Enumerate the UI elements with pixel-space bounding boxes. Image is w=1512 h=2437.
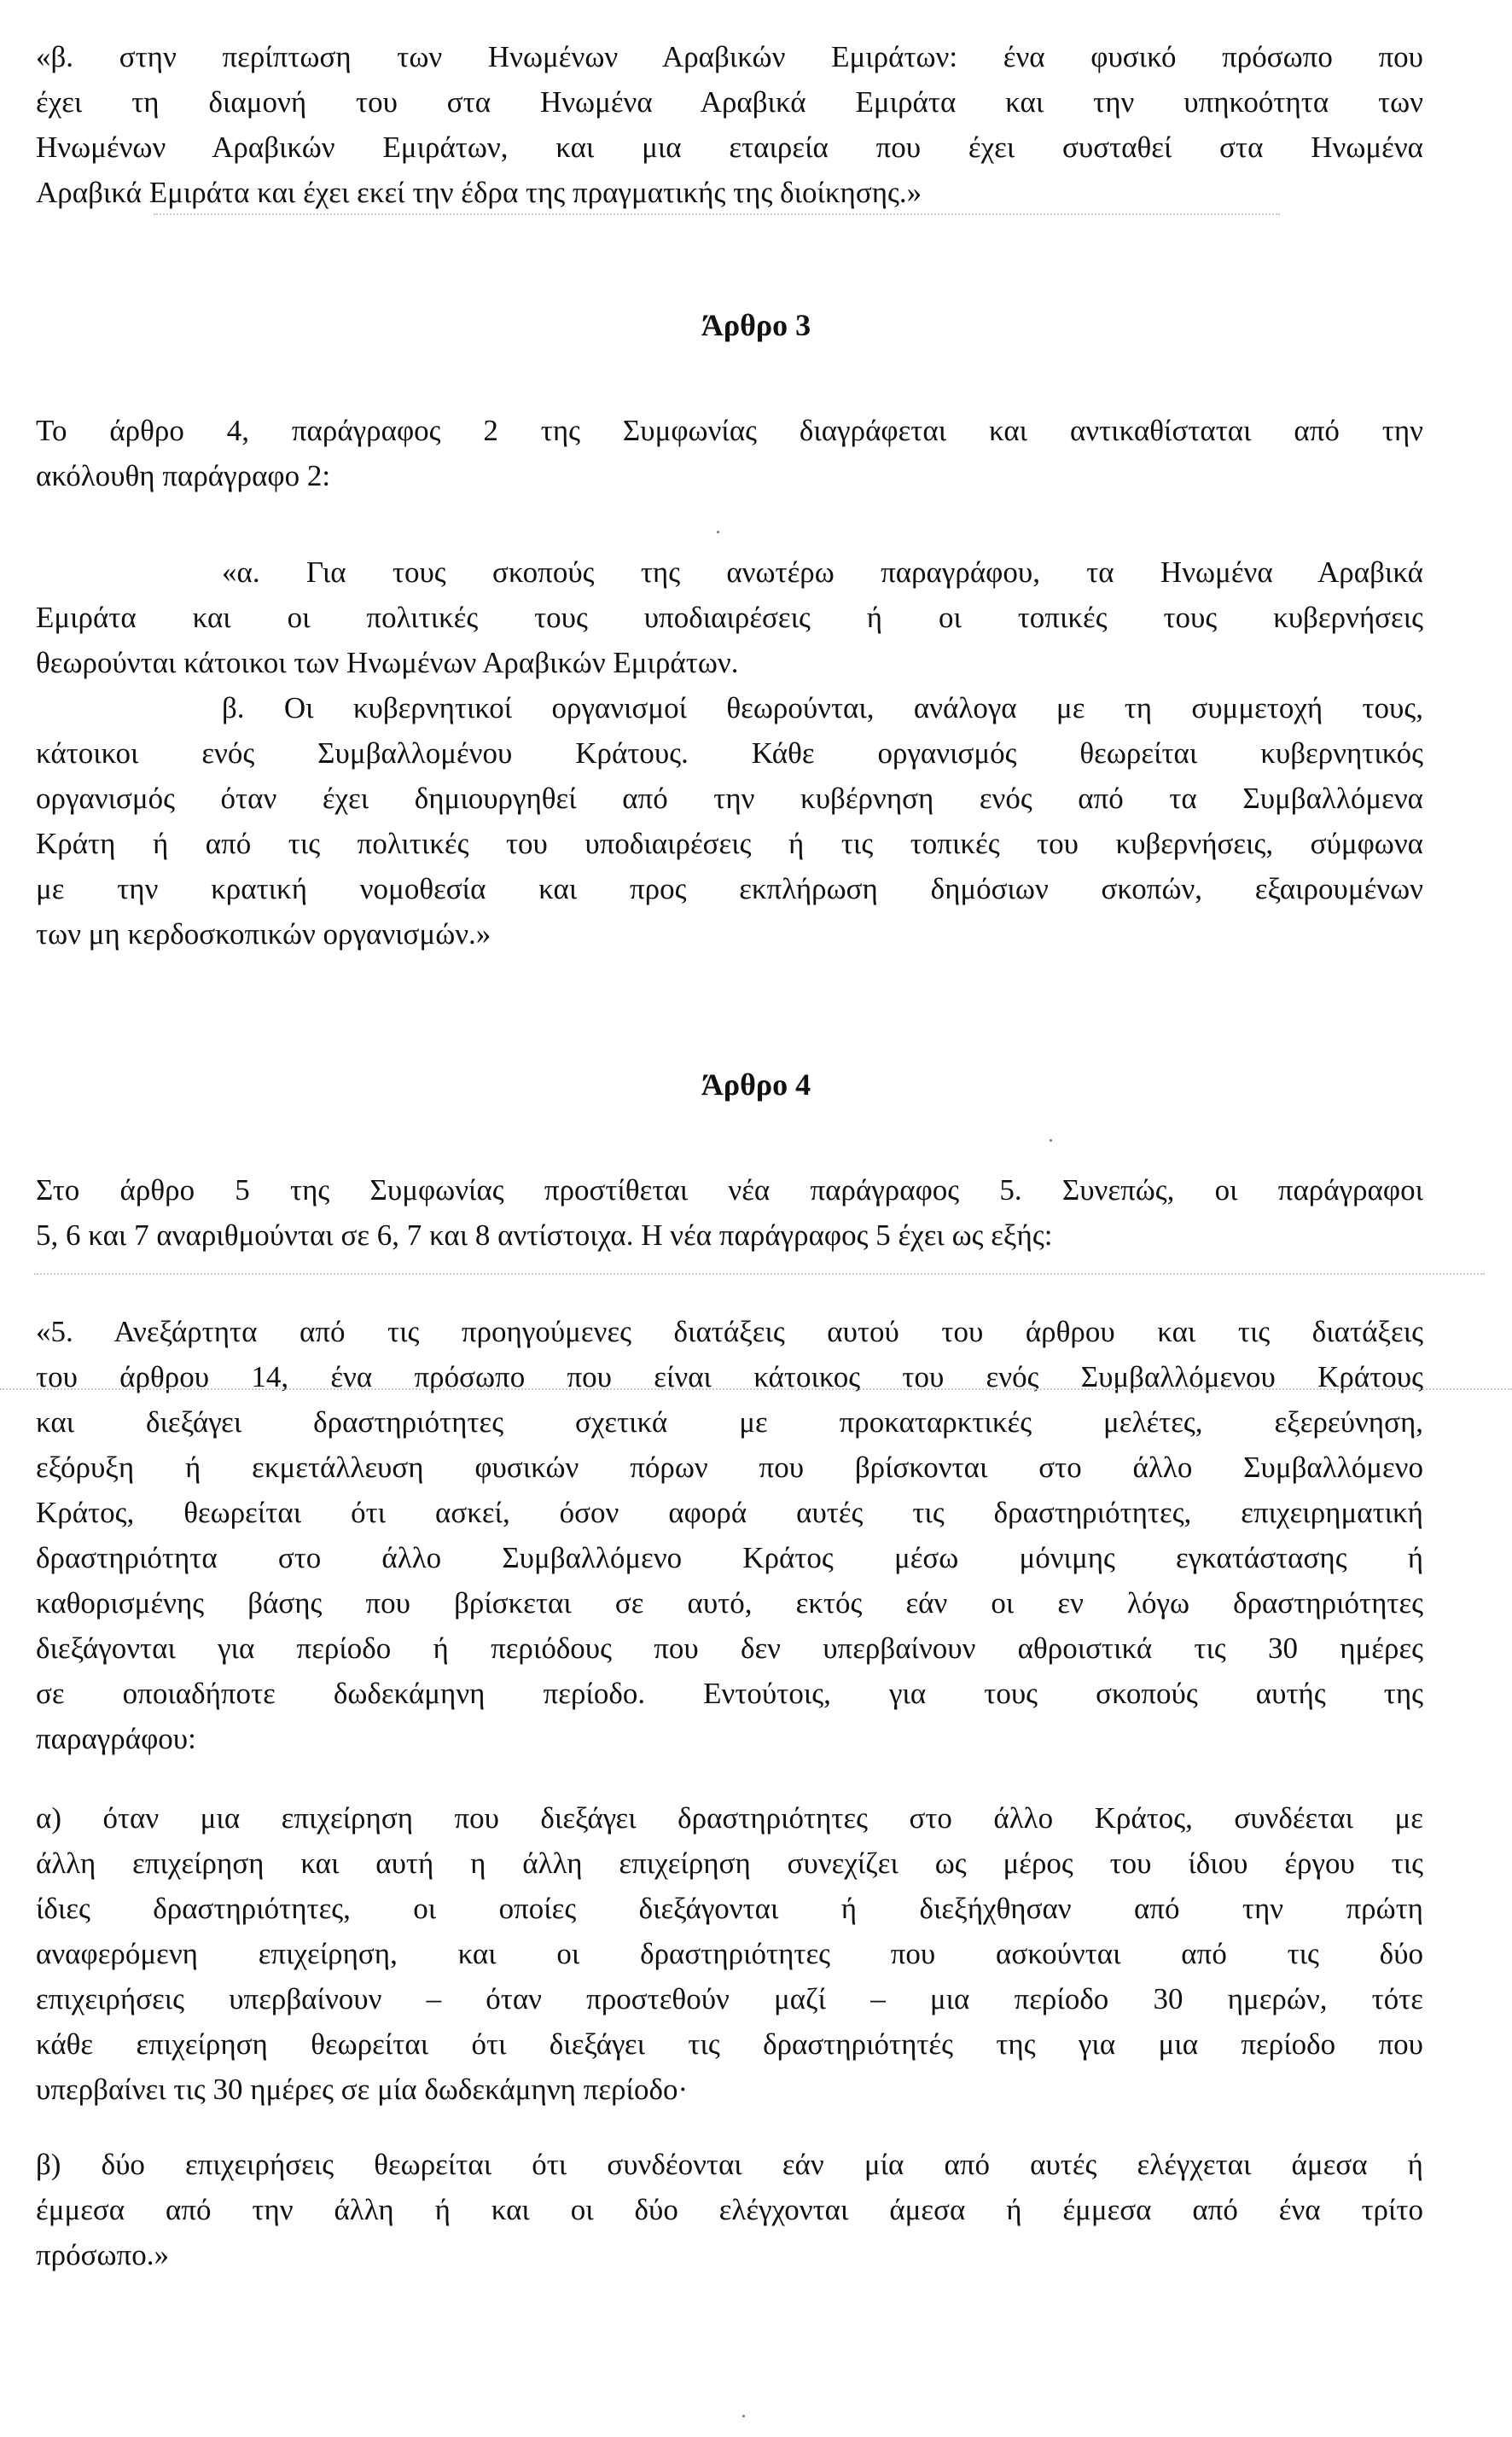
text-line: έχει τη διαμονή του στα Ηνωμένα Αραβικά Εμιράτα και την υπηκοότητα των — [36, 85, 1423, 119]
text-line: των μη κερδοσκοπικών οργανισμών.» — [36, 917, 491, 951]
text-line: Κράτη ή από τις πολιτικές του υποδιαιρέσεις ή τις τοπικές του κυβερνήσεις, σύμφωνα — [36, 827, 1423, 860]
article-3-intro — [36, 408, 1423, 498]
text-line: εξόρυξη ή εκμετάλλευση φυσικών πόρων που βρίσκονται στο άλλο Συμβαλλόμενο — [36, 1451, 1423, 1484]
text-line: Το άρθρο 4, παράγραφος 2 της Συμφωνίας διαγράφεται και αντικαθίσταται από την — [36, 414, 1423, 447]
scan-speck — [742, 2415, 745, 2417]
text-line: οργανισμός όταν έχει δημιουργηθεί από την κυβέρνηση ενός από τα Συμβαλλόμενα — [36, 782, 1423, 815]
scan-dotted-artifact — [0, 1388, 1512, 1390]
article-4-paragraph-5 — [36, 1309, 1423, 1761]
text-line: β. Οι κυβερνητικοί οργανισμοί θεωρούνται, ανάλογα με τη συμμετοχή τους, — [222, 691, 1423, 724]
article-4-subparagraph-a — [36, 1795, 1423, 2112]
text-line: «β. στην περίπτωση των Ηνωμένων Αραβικών Εμιράτων: ένα φυσικό πρόσωπο που — [36, 40, 1423, 73]
text-line: «5. Ανεξάρτητα από τις προηγούμενες διατάξεις αυτού του άρθρου και τις διατάξεις — [36, 1315, 1423, 1348]
text-line: έμμεσα από την άλλη ή και οι δύο ελέγχονται άμεσα ή έμμεσα από ένα τρίτο — [36, 2193, 1423, 2226]
text-line: 5, 6 και 7 αναριθμούνται σε 6, 7 και 8 αντίστοιχα. Η νέα παράγραφος 5 έχει ως εξής: — [36, 1218, 1053, 1252]
article-4-intro — [36, 1167, 1423, 1258]
text-line: πρόσωπο.» — [36, 2238, 169, 2271]
text-line: Αραβικά Εμιράτα και έχει εκεί την έδρα της πραγματικής της διοίκησης.» — [36, 176, 922, 209]
text-line: επιχειρήσεις υπερβαίνουν – όταν προστεθούν μαζί – μια περίοδο 30 ημερών, τότε — [36, 1982, 1423, 2015]
text-line: ίδιες δραστηριότητες, οι οποίες διεξάγονται ή διεξήχθησαν από την πρώτη — [36, 1892, 1423, 1925]
text-line: καθορισμένης βάσης που βρίσκεται σε αυτό, εκτός εάν οι εν λόγω δραστηριότητες — [36, 1586, 1423, 1620]
text-line: Στο άρθρο 5 της Συμφωνίας προστίθεται νέα παράγραφος 5. Συνεπώς, οι παράγραφοι — [36, 1173, 1423, 1207]
text-line: α) όταν μια επιχείρηση που διεξάγει δραστηριότητες στο άλλο Κράτος, συνδέεται με — [36, 1801, 1423, 1835]
text-line: κάθε επιχείρηση θεωρείται ότι διεξάγει τις δραστηριότητές της για μια περίοδο που — [36, 2027, 1423, 2061]
text-line: κάτοικοι ενός Συμβαλλομένου Κράτους. Κάθε οργανισμός θεωρείται κυβερνητικός — [36, 736, 1423, 770]
article-4-subparagraph-b — [36, 2142, 1423, 2277]
article-4-heading: Άρθρο 4 — [701, 1067, 811, 1102]
text-line: δραστηριότητα στο άλλο Συμβαλλόμενο Κράτος μέσω μόνιμης εγκατάστασης ή — [36, 1541, 1423, 1574]
text-line: θεωρούνται κάτοικοι των Ηνωμένων Αραβικών Εμιράτων. — [36, 646, 739, 679]
text-line: β) δύο επιχειρήσεις θεωρείται ότι συνδέονται εάν μία από αυτές ελέγχεται άμεσα ή — [36, 2148, 1423, 2181]
text-line: Ηνωμένων Αραβικών Εμιράτων, και μια εταιρεία που έχει συσταθεί στα Ηνωμένα — [36, 131, 1423, 164]
text-line: αναφερόμενη επιχείρηση, και οι δραστηριότητες που ασκούνται από τις δύο — [36, 1937, 1423, 1970]
text-line: ακόλουθη παράγραφο 2: — [36, 459, 331, 492]
text-line: Κράτος, θεωρείται ότι ασκεί, όσον αφορά αυτές τις δραστηριότητες, επιχειρηματική — [36, 1496, 1423, 1529]
text-line: σε οποιαδήποτε δωδεκάμηνη περίοδο. Εντούτοις, για τους σκοπούς αυτής της — [36, 1677, 1423, 1710]
scan-dotted-artifact — [34, 1273, 1485, 1275]
text-line: «α. Για τους σκοπούς της ανωτέρω παραγράφου, τα Ηνωμένα Αραβικά — [222, 555, 1423, 589]
text-line: και διεξάγει δραστηριότητες σχετικά με προκαταρκτικές μελέτες, εξερεύνηση, — [36, 1405, 1423, 1439]
text-line: με την κρατική νομοθεσία και προς εκπλήρωση δημόσιων σκοπών, εξαιρουμένων — [36, 872, 1423, 905]
text-line: Εμιράτα και οι πολιτικές τους υποδιαιρέσεις ή οι τοπικές τους κυβερνήσεις — [36, 601, 1423, 634]
article-3-heading: Άρθρο 3 — [701, 308, 811, 342]
paragraph-uae-definition — [36, 34, 1423, 215]
article-3-point-b — [36, 685, 1423, 957]
text-line: του άρθρου 14, ένα πρόσωπο που είναι κάτοικος του ενός Συμβαλλόμενου Κράτους — [36, 1360, 1423, 1393]
text-line: διεξάγονται για περίοδο ή περιόδους που δεν υπερβαίνουν αθροιστικά τις 30 ημέρες — [36, 1631, 1423, 1665]
text-line: υπερβαίνει τις 30 ημέρες σε μία δωδεκάμηνη περίοδο· — [36, 2073, 689, 2106]
text-line: παραγράφου: — [36, 1722, 196, 1755]
scan-speck — [717, 531, 719, 533]
text-line: άλλη επιχείρηση και αυτή η άλλη επιχείρηση συνεχίζει ως μέρος του ίδιου έργου τις — [36, 1847, 1423, 1880]
article-3-point-a — [36, 550, 1423, 685]
scan-underline-artifact — [154, 213, 1280, 215]
scan-speck — [1050, 1139, 1052, 1142]
